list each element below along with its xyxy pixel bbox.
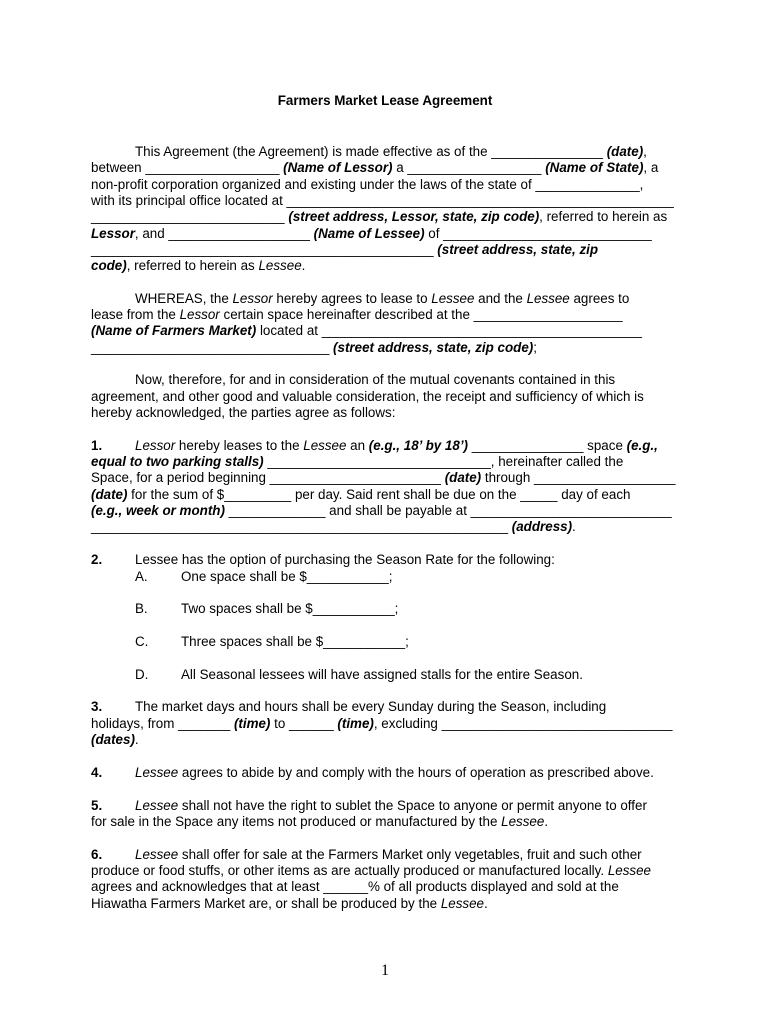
section-5-line-1: Lessee shall not have the right to sublet the Space to anyone or permit anyone to offer — [135, 798, 647, 813]
section-5-number: 5. — [91, 798, 103, 813]
section-3-line-3: (dates). — [91, 732, 139, 747]
section-6-number: 6. — [91, 847, 103, 862]
option-c-text: Three spaces shall be $___________; — [181, 634, 409, 649]
section-5-line-2: for sale in the Space any items not produced or manufactured by the Lessee. — [91, 814, 549, 829]
page-number: 1 — [381, 962, 389, 979]
whereas-line-2: lease from the Lessor certain space hereinafter described at the ____________________ — [91, 307, 623, 322]
section-1-line-4: (date) for the sum of $_________ per day. Said rent shall be due on the _____ day of each — [91, 487, 631, 502]
whereas-line-4: ________________________________ (street address, state, zip code); — [91, 340, 537, 355]
section-6-line-3: agrees and acknowledges that at least ______% of all products displayed and sold at the — [91, 879, 619, 894]
option-a-text: One space shall be $___________; — [181, 569, 393, 584]
option-b-text: Two spaces shall be $___________; — [181, 601, 399, 616]
option-b-letter: B. — [135, 601, 148, 616]
whereas-line-1: WHEREAS, the Lessor hereby agrees to lease to Lessee and the Lessee agrees to — [135, 291, 630, 306]
intro-line-8: code), referred to herein as Lessee. — [91, 258, 306, 273]
section-2-number: 2. — [91, 552, 103, 567]
document-title: Farmers Market Lease Agreement — [277, 93, 493, 108]
section-4-line-1: Lessee agrees to abide by and comply with the hours of operation as prescribed above. — [135, 765, 654, 780]
section-6-line-4: Hiawatha Farmers Market are, or shall be produced by the Lessee. — [91, 896, 488, 911]
section-3-line-2: holidays, from _______ (time) to ______ (time), excluding _______________________________ — [91, 716, 673, 731]
section-3-number: 3. — [91, 699, 103, 714]
now-line-1: Now, therefore, for and in consideration of the mutual covenants contained in this — [135, 372, 616, 387]
now-line-2: agreement, and other good and valuable consideration, the receipt and sufficiency of which is — [91, 389, 644, 404]
option-d-letter: D. — [135, 667, 149, 682]
intro-line-6: Lessor, and ___________________ (Name of Lessee) of ____________________________ — [91, 226, 652, 241]
intro-line-7: ______________________________________________ (street address, state, zip — [91, 242, 599, 257]
intro-line-5: __________________________ (street address, Lessor, state, zip code), referred to herein as — [91, 209, 668, 224]
section-1-line-6: ________________________________________________________ (address). — [91, 519, 576, 534]
section-6-line-2: produce or food stuffs, or other items as are actually produced or manufactured locally. Lessee — [91, 863, 651, 878]
section-6-line-1: Lessee shall offer for sale at the Farmers Market only vegetables, fruit and such other — [135, 847, 642, 862]
option-a-letter: A. — [135, 569, 148, 584]
section-1-line-3: Space, for a period beginning _______________________ (date) through ___________________ — [91, 470, 676, 485]
intro-line-2: between __________________ (Name of Lessor) a __________________ (Name of State), a — [91, 160, 659, 175]
option-c-letter: C. — [135, 634, 149, 649]
intro-line-3: non-profit corporation organized and existing under the laws of the state of ______________, — [91, 177, 644, 192]
section-4-number: 4. — [91, 765, 103, 780]
now-line-3: hereby acknowledged, the parties agree as follows: — [91, 405, 396, 420]
whereas-line-3: (Name of Farmers Market) located at ___________________________________________ — [91, 323, 642, 338]
option-d-text: All Seasonal lessees will have assigned stalls for the entire Season. — [181, 667, 583, 682]
intro-line-4: with its principal office located at ____________________________________________________ — [91, 193, 674, 208]
intro-line-1: This Agreement (the Agreement) is made effective as of the _______________ (date), — [135, 144, 647, 159]
section-3-line-1: The market days and hours shall be every Sunday during the Season, including — [135, 699, 607, 714]
section-1-number: 1. — [91, 438, 103, 453]
section-1-line-2: equal to two parking stalls) ______________________________, hereinafter called the — [91, 454, 624, 469]
section-2-text: Lessee has the option of purchasing the Season Rate for the following: — [135, 552, 555, 567]
section-1-line-5: (e.g., week or month) _____________ and shall be payable at ___________________________ — [91, 503, 672, 518]
section-1-line-1: Lessor hereby leases to the Lessee an (e.g., 18’ by 18’) _______________ space (e.g., — [135, 438, 658, 453]
